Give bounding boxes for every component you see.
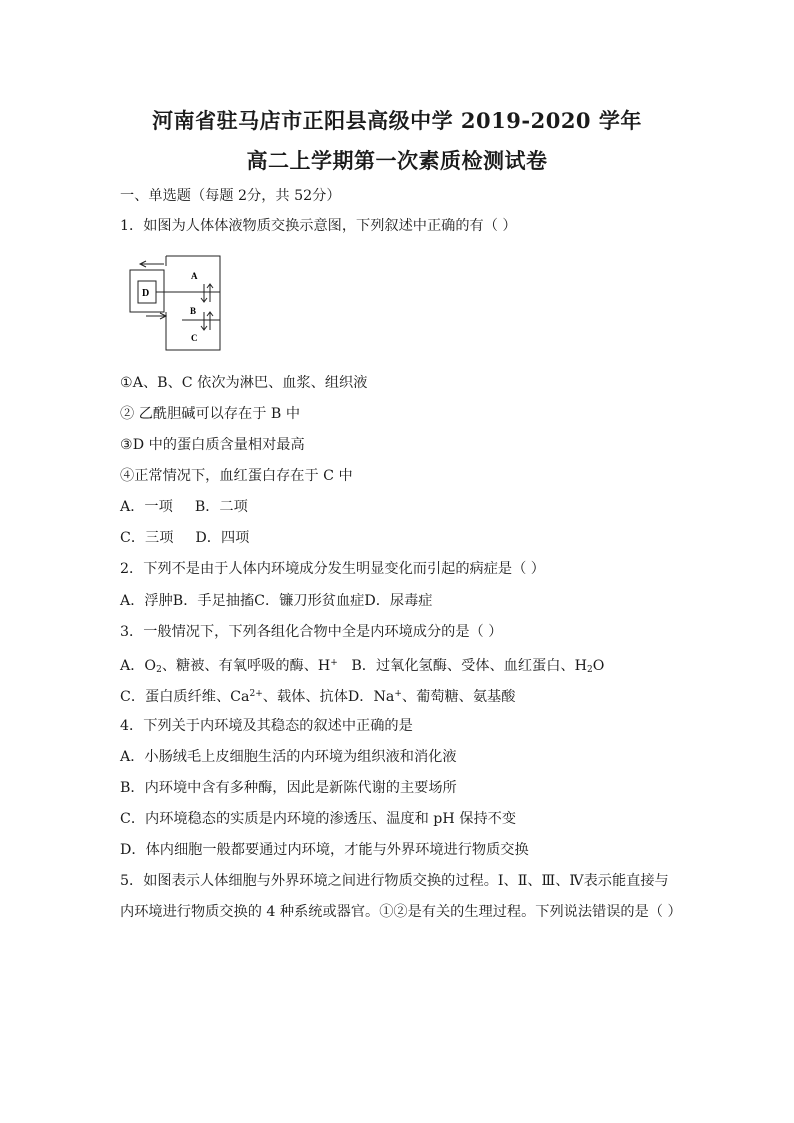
- q1-option-d: D．四项: [195, 530, 250, 546]
- q4-option-d: D．体内细胞一般都要通过内环境，才能与外界环境进行物质交换: [120, 842, 529, 858]
- q3-options-row2: [120, 684, 515, 707]
- q1-options-row1: [120, 497, 248, 517]
- q4-option-b: B．内环境中含有多种酶，因此是新陈代谢的主要场所: [120, 780, 457, 796]
- exam-title-line2: 高二上学期第一次素质检测试卷: [246, 148, 548, 173]
- q3-option-c: C．蛋白质纤维、$Ca^{2+}$、载体、抗体: [120, 689, 348, 705]
- q1-option-a: A．一项: [120, 499, 173, 515]
- q4-option-a: A．小肠绒毛上皮细胞生活的内环境为组织液和消化液: [120, 749, 457, 765]
- section-heading: 一、单选题（每题 2分，共 52分）: [120, 188, 341, 204]
- figure-label-c: C: [191, 333, 198, 343]
- q3-option-a: A．$O_2$、糖被、有氧呼吸的酶、H+: [120, 658, 338, 675]
- q2-options: A．浮肿B．手足抽搐C．镰刀形贫血症D．尿毒症: [120, 593, 433, 609]
- q1-statement-1: ①A、B、C 依次为淋巴、血浆、组织液: [120, 375, 368, 391]
- q1-statement-4: ④正常情况下，血红蛋白存在于 C 中: [120, 468, 353, 484]
- q3-option-b: B．过氧化氢酶、受体、血红蛋白、$H_2O$: [351, 658, 605, 675]
- exam-title-line1: 河南省驻马店市正阳县高级中学 2019-2020 学年: [152, 108, 642, 133]
- q1-options-row2: [120, 528, 249, 548]
- q5-stem: 5．如图表示人体细胞与外界环境之间进行物质交换的过程。Ⅰ、Ⅱ、Ⅲ、Ⅳ表示能直接与内环境进行物质交换的 4 种系统或器官。①②是有关的生理过程。下列说法错误的是（ ）: [120, 873, 682, 920]
- figure-label-b: B: [190, 306, 197, 316]
- q1-option-c: C．三项: [120, 530, 174, 546]
- q4-option-c: C．内环境稳态的实质是内环境的渗透压、温度和 pH 保持不变: [120, 811, 517, 827]
- figure-label-a: A: [191, 271, 198, 281]
- q3-options-row1: [120, 653, 604, 680]
- body-fluid-exchange-diagram: [126, 254, 224, 352]
- q3-stem: 3．一般情况下，下列各组化合物中全是内环境成分的是（ ）: [120, 624, 503, 640]
- figure-label-d: D: [142, 288, 150, 299]
- q3-option-d: D．Na+、葡萄糖、氨基酸: [347, 689, 516, 705]
- q1-option-b: B．二项: [194, 499, 248, 515]
- q1-stem: 1．如图为人体体液物质交换示意图，下列叙述中正确的有（ ）: [120, 218, 517, 234]
- q2-stem: 2．下列不是由于人体内环境成分发生明显变化而引起的病症是（ ）: [120, 561, 545, 577]
- q4-stem: 4．下列关于内环境及其稳态的叙述中正确的是: [120, 718, 413, 734]
- q1-statement-3: ③D 中的蛋白质含量相对最高: [120, 437, 305, 453]
- q1-statement-2: ② 乙酰胆碱可以存在于 B 中: [120, 406, 301, 422]
